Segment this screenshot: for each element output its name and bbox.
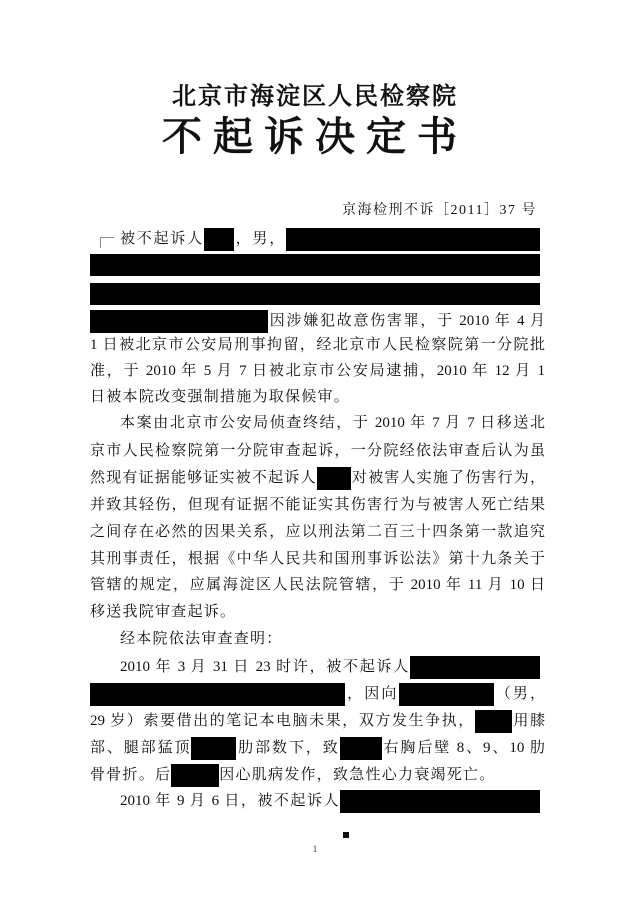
text-line (120, 227, 540, 251)
redaction-box (317, 467, 351, 490)
text-line (120, 627, 540, 651)
text-line (90, 385, 545, 409)
text-line (90, 309, 545, 333)
line-text: 被不起诉人 (120, 231, 204, 247)
line-text: 因涉嫌犯故意伤害罪，于 2010 年 4 月 (268, 313, 545, 329)
text-line (90, 736, 545, 760)
redaction-box (171, 764, 219, 787)
line-text: 29 岁）索要借出的笔记本电脑未果，双方发生争执， (90, 713, 475, 729)
text-line (90, 333, 545, 357)
redaction-box (90, 683, 345, 706)
line-text: 并致其轻伤，但现有证据不能证实其伤害行为与被害人死亡结果 (90, 497, 545, 513)
redaction-box (410, 656, 540, 679)
text-line (90, 682, 545, 706)
line-text: 部、腿部猛顶 (90, 740, 192, 756)
line-text: ，因向 (345, 686, 399, 702)
scan-mark (343, 832, 349, 838)
line-text: 肋部数下，致 (236, 740, 340, 756)
redaction-box (340, 737, 382, 760)
text-line (120, 789, 540, 813)
document-number: 京海检刑不诉［2011］37 号 (342, 203, 537, 218)
line-text: 经本院依法审查查明： (120, 631, 283, 647)
text-line (120, 655, 540, 679)
line-text: 对被害人实施了伤害行为， (350, 470, 545, 486)
line-text: 用膝 (511, 713, 545, 729)
document-title: 不起诉决定书 (162, 114, 468, 159)
redaction-box (286, 228, 540, 251)
text-line (90, 547, 545, 571)
text-line (90, 359, 545, 383)
line-text: 移送我院审查起诉。 (90, 604, 237, 620)
line-text: 京市人民检察院第一分院审查起诉，一分院经依法审查后认为虽 (90, 443, 545, 459)
line-text: （男， (493, 686, 545, 702)
line-text: 右胸后壁 8、9、10 肋 (381, 740, 545, 756)
text-line (90, 573, 545, 597)
text-line (90, 466, 545, 490)
text-line (120, 411, 545, 435)
redaction-box (475, 710, 512, 733)
line-text: 然现有证据能够证实被不起诉人 (90, 470, 317, 486)
text-line (90, 493, 545, 517)
line-text: 管辖的规定，应属海淀区人民法院管辖，于 2010 年 11 月 10 日 (90, 577, 545, 593)
line-text: 日被本院改变强制措施为取保候审。 (90, 389, 351, 405)
redaction-box (90, 254, 540, 276)
issuing-organization: 北京市海淀区人民检察院 (172, 84, 458, 110)
redaction-box (340, 790, 540, 813)
text-line (90, 709, 545, 733)
redaction-box (399, 683, 494, 706)
redaction-box (90, 283, 540, 305)
line-text: 因心肌病发作，致急性心力衰竭死亡。 (219, 767, 496, 783)
line-text: 之间存在必然的因果关系，应以刑法第二百三十四条第一款追究 (90, 524, 545, 540)
line-text: 2010 年 9 月 6 日，被不起诉人 (120, 793, 340, 809)
line-text: 其刑事责任，根据《中华人民共和国刑事诉讼法》第十九条关于 (90, 551, 545, 567)
line-text: ，男， (233, 231, 286, 247)
text-line (90, 763, 545, 787)
line-text: 骨骨折。后 (90, 767, 172, 783)
scan-artifact (100, 237, 114, 248)
redaction-box (191, 737, 236, 760)
redaction-box (204, 228, 234, 251)
line-text: 2010 年 3 月 31 日 23 时许，被不起诉人 (120, 659, 410, 675)
page-number: 1 (312, 844, 318, 854)
redaction-box (90, 310, 268, 333)
line-text: 准，于 2010 年 5 月 7 日被北京市公安局逮捕，2010 年 12 月 1 (90, 363, 545, 379)
line-text: 本案由北京市公安局侦查终结，于 2010 年 7 月 7 日移送北 (120, 415, 545, 431)
text-line (90, 600, 545, 624)
line-text: 1 日被北京市公安局刑事拘留，经北京市人民检察院第一分院批 (90, 337, 545, 353)
text-line (90, 520, 545, 544)
text-line (90, 439, 545, 463)
